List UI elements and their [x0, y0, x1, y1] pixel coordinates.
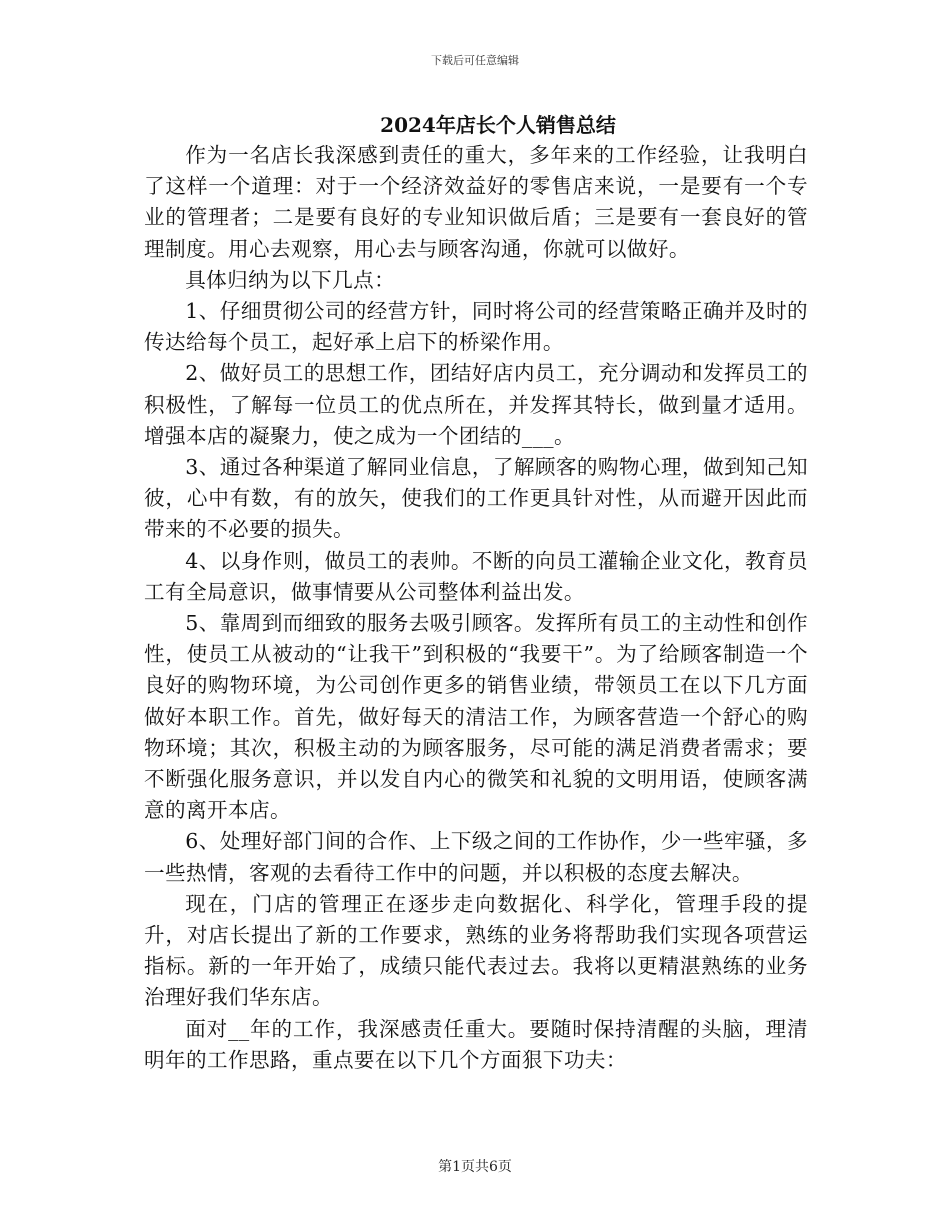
paragraph: 5、靠周到而细致的服务去吸引顾客。发挥所有员工的主动性和创作性，使员工从被动的“让我干”到积极的“我要干”。为了给顾客制造一个良好的购物环境，为公司创作更多的销售业绩，带领员工在以下几方面做好本职工作。首先，做好每天的清洁工作，为顾客营造一个舒心的购物环境；其次，积极主动的为顾客服务，尽可能的满足消费者需求；要不断强化服务意识，并以发自内心的微笑和礼貌的文明用语，使顾客满意的离开本店。	[144, 611, 808, 823]
paragraph: 作为一名店长我深感到责任的重大，多年来的工作经验，让我明白了这样一个道理：对于一个经济效益好的零售店来说，一是要有一个专业的管理者；二是要有良好的专业知识做后盾；三是要有一套良好的管理制度。用心去观察，用心去与顾客沟通，你就可以做好。	[144, 143, 808, 261]
paragraph: 6、处理好部门间的合作、上下级之间的工作协作，少一些牢骚，多一些热情，客观的去看待工作中的问题，并以积极的态度去解决。	[144, 829, 808, 885]
paragraph: 现在，门店的管理正在逐步走向数据化、科学化，管理手段的提升，对店长提出了新的工作要求，熟练的业务将帮助我们实现各项营运指标。新的一年开始了，成绩只能代表过去。我将以更精湛熟练的业务治理好我们华东店。	[144, 891, 808, 1010]
paragraph: 4、以身作则，做员工的表帅。不断的向员工灌输企业文化，教育员工有全局意识，做事情要从公司整体利益出发。	[144, 548, 808, 604]
page-number: 第1页共6页	[438, 1159, 512, 1175]
header-note: 下载后可任意编辑	[431, 54, 519, 67]
document-body	[144, 140, 808, 1076]
document-title: 2024年店长个人销售总结	[380, 113, 616, 137]
paragraph: 面对__年的工作，我深感责任重大。要随时保持清醒的头脑，理清明年的工作思路，重点要在以下几个方面狠下功夫：	[144, 1016, 808, 1072]
paragraph: 2、做好员工的思想工作，团结好店内员工，充分调动和发挥员工的积极性，了解每一位员工的优点所在，并发挥其特长，做到量才适用。增强本店的凝聚力，使之成为一个团结的___。	[144, 361, 808, 448]
paragraph: 1、仔细贯彻公司的经营方针，同时将公司的经营策略正确并及时的传达给每个员工，起好承上启下的桥梁作用。	[144, 299, 808, 355]
paragraph: 3、通过各种渠道了解同业信息，了解顾客的购物心理，做到知己知彼，心中有数，有的放矢，使我们的工作更具针对性，从而避开因此而带来的不必要的损失。	[144, 455, 808, 542]
paragraph: 具体归纳为以下几点：	[185, 267, 396, 292]
